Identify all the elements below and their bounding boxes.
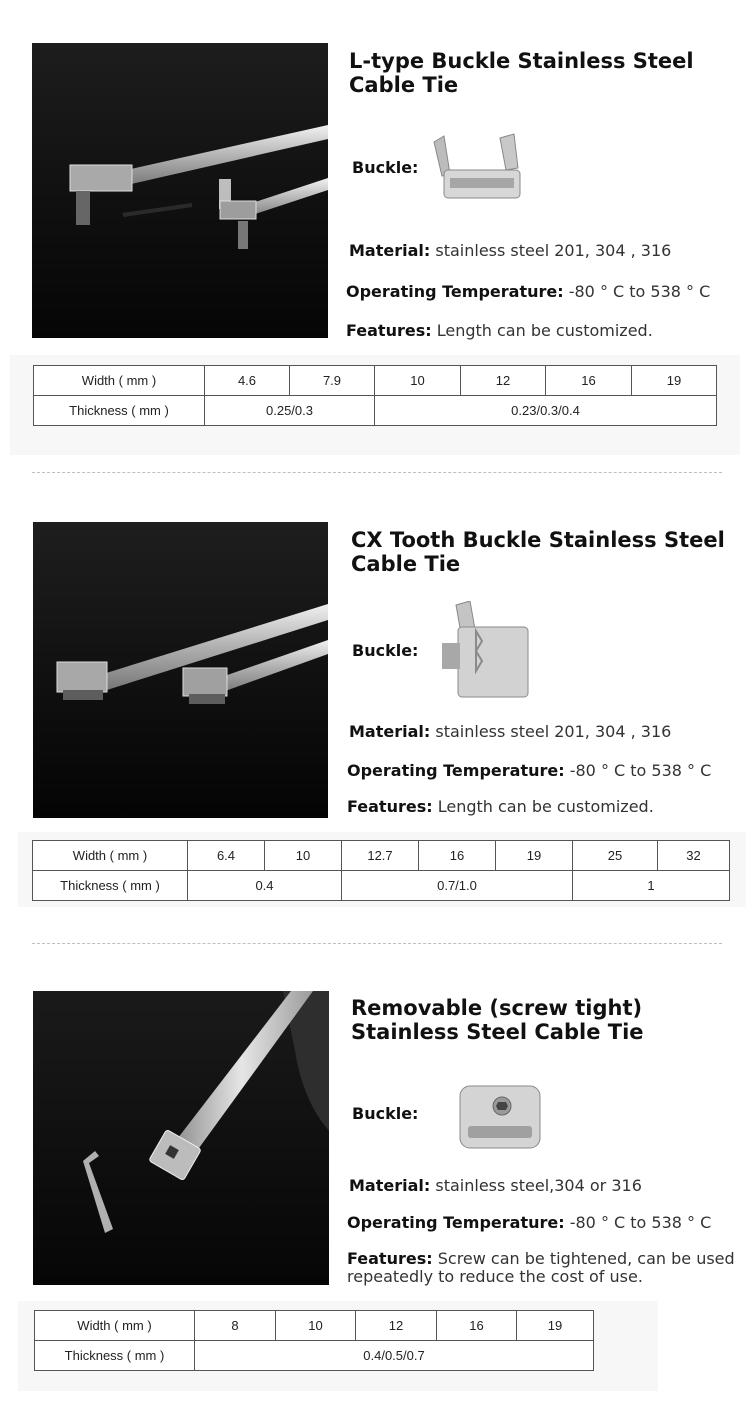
thickness-header: Thickness ( mm ) xyxy=(33,871,188,901)
product-photo-removable xyxy=(33,991,329,1285)
temperature-label: Operating Temperature: xyxy=(347,1213,565,1232)
cx-tooth-buckle-image xyxy=(442,601,532,701)
width-cell: 12 xyxy=(356,1311,437,1341)
width-cell: 16 xyxy=(546,366,632,396)
material-label: Material: xyxy=(349,1176,431,1195)
title-line-1: CX Tooth Buckle Stainless Steel xyxy=(351,528,725,552)
material-label: Material: xyxy=(349,722,431,741)
features-label: Features: xyxy=(347,1249,433,1268)
width-cell: 16 xyxy=(437,1311,517,1341)
title-line-1: L-type Buckle Stainless Steel xyxy=(349,49,694,73)
width-cell: 10 xyxy=(265,841,342,871)
width-cell: 10 xyxy=(276,1311,356,1341)
width-cell: 25 xyxy=(573,841,658,871)
features-value: Screw can be tightened, can be used xyxy=(437,1249,735,1268)
width-header: Width ( mm ) xyxy=(33,841,188,871)
material-value: stainless steel,304 or 316 xyxy=(435,1176,642,1195)
width-cell: 16 xyxy=(419,841,496,871)
temperature-value: -80 ° C to 538 ° C xyxy=(568,282,711,301)
spec-table-l-type xyxy=(33,365,717,426)
width-cell: 32 xyxy=(658,841,730,871)
features-label: Features: xyxy=(347,797,433,816)
spec-table-cx-tooth xyxy=(32,840,730,901)
removable-cable-tie-image xyxy=(33,991,329,1285)
thickness-cell: 0.4/0.5/0.7 xyxy=(195,1341,594,1371)
width-cell: 4.6 xyxy=(205,366,290,396)
l-type-cable-tie-image xyxy=(32,43,328,338)
width-cell: 7.9 xyxy=(290,366,375,396)
spec-table-removable xyxy=(34,1310,594,1371)
features-row xyxy=(347,1250,737,1286)
features-row xyxy=(346,322,653,340)
features-value: Length can be customized. xyxy=(436,321,653,340)
temperature-row xyxy=(347,1214,711,1232)
features-value: Length can be customized. xyxy=(437,797,654,816)
width-cell: 19 xyxy=(517,1311,594,1341)
thickness-header: Thickness ( mm ) xyxy=(34,396,205,426)
thickness-header: Thickness ( mm ) xyxy=(35,1341,195,1371)
temperature-row xyxy=(346,283,710,301)
cx-tooth-cable-tie-image xyxy=(33,522,328,818)
width-cell: 12.7 xyxy=(342,841,419,871)
temperature-value: -80 ° C to 538 ° C xyxy=(569,761,712,780)
width-cell: 8 xyxy=(195,1311,276,1341)
material-row xyxy=(349,242,671,260)
width-cell: 19 xyxy=(496,841,573,871)
title-line-1: Removable (screw tight) xyxy=(351,996,643,1020)
thickness-cell: 0.25/0.3 xyxy=(205,396,375,426)
material-row xyxy=(349,723,671,741)
buckle-label: Buckle: xyxy=(352,1104,419,1123)
title-line-2: Cable Tie xyxy=(351,552,461,576)
table-row-width xyxy=(34,366,717,396)
features-row xyxy=(347,798,654,816)
product-photo-cx-tooth xyxy=(33,522,328,818)
product-photo-l-type xyxy=(32,43,328,338)
table-row-thickness xyxy=(35,1341,594,1371)
thickness-cell: 0.7/1.0 xyxy=(342,871,573,901)
width-header: Width ( mm ) xyxy=(34,366,205,396)
material-row xyxy=(349,1177,642,1195)
table-row-width xyxy=(35,1311,594,1341)
section-divider xyxy=(32,943,722,944)
thickness-cell: 1 xyxy=(573,871,730,901)
thickness-cell: 0.4 xyxy=(188,871,342,901)
l-type-buckle-image xyxy=(430,132,526,202)
table-row-thickness xyxy=(33,871,730,901)
product-title xyxy=(351,528,725,576)
section-divider xyxy=(32,472,722,473)
features-label: Features: xyxy=(346,321,432,340)
material-value: stainless steel 201, 304 , 316 xyxy=(435,722,672,741)
features-value-line-2: repeatedly to reduce the cost of use. xyxy=(347,1267,643,1286)
width-cell: 12 xyxy=(461,366,546,396)
temperature-value: -80 ° C to 538 ° C xyxy=(569,1213,712,1232)
width-cell: 19 xyxy=(632,366,717,396)
temperature-label: Operating Temperature: xyxy=(347,761,565,780)
material-value: stainless steel 201, 304 , 316 xyxy=(435,241,672,260)
width-cell: 10 xyxy=(375,366,461,396)
title-line-2: Cable Tie xyxy=(349,73,459,97)
material-label: Material: xyxy=(349,241,431,260)
width-cell: 6.4 xyxy=(188,841,265,871)
product-title xyxy=(351,996,644,1044)
table-row-thickness xyxy=(34,396,717,426)
buckle-label: Buckle: xyxy=(352,158,419,177)
temperature-label: Operating Temperature: xyxy=(346,282,564,301)
thickness-cell: 0.23/0.3/0.4 xyxy=(375,396,717,426)
width-header: Width ( mm ) xyxy=(35,1311,195,1341)
title-line-2: Stainless Steel Cable Tie xyxy=(351,1020,644,1044)
temperature-row xyxy=(347,762,711,780)
table-row-width xyxy=(33,841,730,871)
buckle-label: Buckle: xyxy=(352,641,419,660)
removable-buckle-image xyxy=(456,1082,544,1152)
product-title xyxy=(349,49,694,97)
